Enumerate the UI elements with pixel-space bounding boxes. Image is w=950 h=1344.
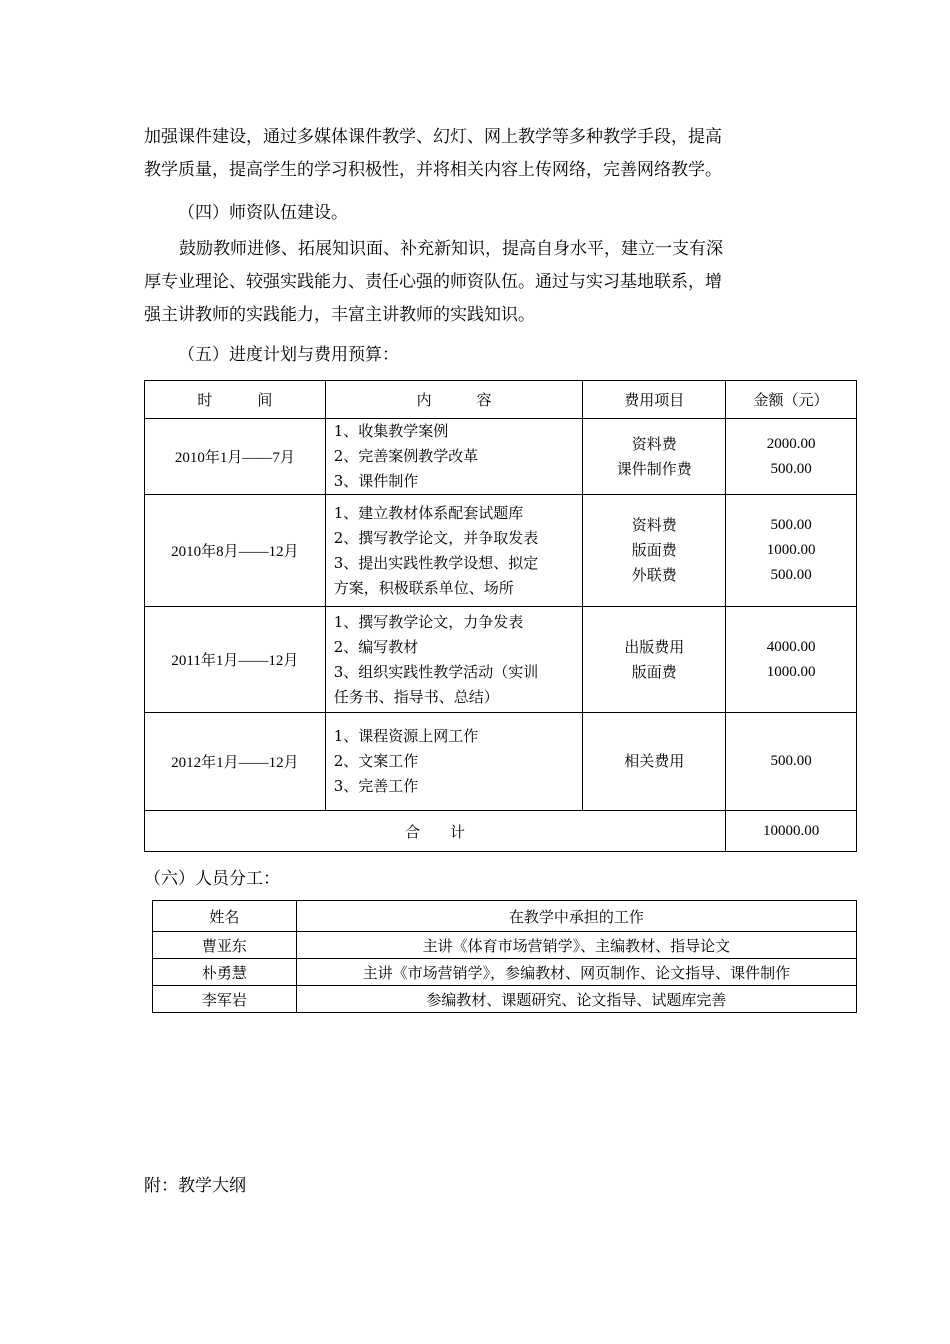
cell-amounts <box>726 495 857 607</box>
paragraph-faculty <box>144 233 814 332</box>
total-amount: 10000.00 <box>726 811 857 852</box>
cell-work: 主讲《市场营销学》，参编教材、网页制作、论文指导、课件制作 <box>296 959 856 986</box>
header-name: 姓名 <box>153 901 297 932</box>
section-heading-6: （六）人员分工： <box>144 869 280 889</box>
amount-value: 4000.00 <box>766 638 816 655</box>
content-line: 3、提出实践性教学设想、拟定 <box>333 553 539 572</box>
table-header-row <box>145 381 857 419</box>
table-row <box>153 932 857 959</box>
cell-content <box>325 713 583 811</box>
content-line: 2、撰写教学论文，并争取发表 <box>333 528 539 547</box>
cell-work: 参编教材、课题研究、论文指导、试题库完善 <box>296 986 856 1013</box>
header-work: 在教学中承担的工作 <box>296 901 856 932</box>
content-line: 2、文案工作 <box>333 752 419 770</box>
cell-name: 曹亚东 <box>153 932 297 959</box>
table-row <box>145 713 857 811</box>
content-line: 方案，积极联系单位、场所 <box>333 578 514 597</box>
cell-amounts <box>726 607 857 713</box>
content-line: 3、组织实践性教学活动（实训 <box>333 662 539 681</box>
cell-cost-items <box>583 607 726 713</box>
appendix-note: 附：教学大纲 <box>144 1176 246 1196</box>
cell-amounts <box>726 419 857 495</box>
cell-content <box>325 419 583 495</box>
cell-cost-items <box>583 495 726 607</box>
header-amount: 金额（元） <box>726 381 857 419</box>
cell-name: 李军岩 <box>153 986 297 1013</box>
amount-value: 500.00 <box>770 753 812 769</box>
table-row <box>153 959 857 986</box>
cell-time: 2011年1月——12月 <box>145 607 326 713</box>
cell-name: 朴勇慧 <box>153 959 297 986</box>
content-line: 2、编写教材 <box>333 637 419 656</box>
content-line: 1、收集教学案例 <box>333 422 449 440</box>
text-line: 厚专业理论、较强实践能力、责任心强的师资队伍。通过与实习基地联系，增 <box>144 272 722 292</box>
cell-time: 2010年8月——12月 <box>145 495 326 607</box>
content-line: 1、课程资源上网工作 <box>333 727 479 745</box>
amount-value: 1000.00 <box>766 542 816 558</box>
paragraph-courseware <box>144 121 814 187</box>
section-heading-4: （四）师资队伍建设。 <box>178 203 348 223</box>
total-label: 合 计 <box>145 811 726 852</box>
cost-item: 出版费用 <box>624 637 685 656</box>
header-cost-item: 费用项目 <box>583 381 726 419</box>
content-line: 2、完善案例教学改革 <box>333 447 479 465</box>
text-line: 鼓励教师进修、拓展知识面、补充新知识，提高自身水平，建立一支有深 <box>179 239 723 259</box>
content-line: 3、课件制作 <box>333 472 419 490</box>
amount-value: 500.00 <box>770 460 812 477</box>
cost-item: 课件制作费 <box>616 459 692 478</box>
cost-item: 版面费 <box>631 541 677 559</box>
table-row <box>145 419 857 495</box>
table-header-row <box>153 901 857 932</box>
text-line: 强主讲教师的实践能力，丰富主讲教师的实践知识。 <box>144 305 535 325</box>
cost-item: 相关费用 <box>624 752 685 770</box>
cost-item: 版面费 <box>631 662 677 681</box>
cell-work: 主讲《体育市场营销学》、主编教材、指导论文 <box>296 932 856 959</box>
text-line: 教学质量，提高学生的学习积极性，并将相关内容上传网络，完善网络教学。 <box>144 160 722 180</box>
table-row <box>153 986 857 1013</box>
cost-item: 资料费 <box>631 516 677 534</box>
total-row <box>145 811 857 852</box>
header-content: 内 容 <box>325 381 583 419</box>
amount-value: 1000.00 <box>766 663 816 680</box>
amount-value: 2000.00 <box>766 435 816 452</box>
text-line: 加强课件建设，通过多媒体课件教学、幻灯、网上教学等多种教学手段，提高 <box>144 127 722 147</box>
header-time: 时 间 <box>145 381 326 419</box>
schedule-budget-table <box>144 380 857 852</box>
cell-content <box>325 607 583 713</box>
cell-time: 2010年1月——7月 <box>145 419 326 495</box>
table-row <box>145 495 857 607</box>
amount-value: 500.00 <box>770 567 812 583</box>
content-line: 1、建立教材体系配套试题库 <box>333 503 524 522</box>
amount-value: 500.00 <box>770 517 812 533</box>
cell-time: 2012年1月——12月 <box>145 713 326 811</box>
content-line: 1、撰写教学论文，力争发表 <box>333 612 524 631</box>
content-line: 3、完善工作 <box>333 777 419 795</box>
cell-content <box>325 495 583 607</box>
cell-cost-items <box>583 713 726 811</box>
staff-assignment-table <box>152 900 857 1013</box>
cell-cost-items <box>583 419 726 495</box>
table-row <box>145 607 857 713</box>
content-line: 任务书、指导书、总结） <box>333 687 499 706</box>
cell-amounts <box>726 713 857 811</box>
cost-item: 外联费 <box>631 566 677 584</box>
section-heading-5: （五）进度计划与费用预算： <box>178 345 399 365</box>
cost-item: 资料费 <box>631 434 677 453</box>
